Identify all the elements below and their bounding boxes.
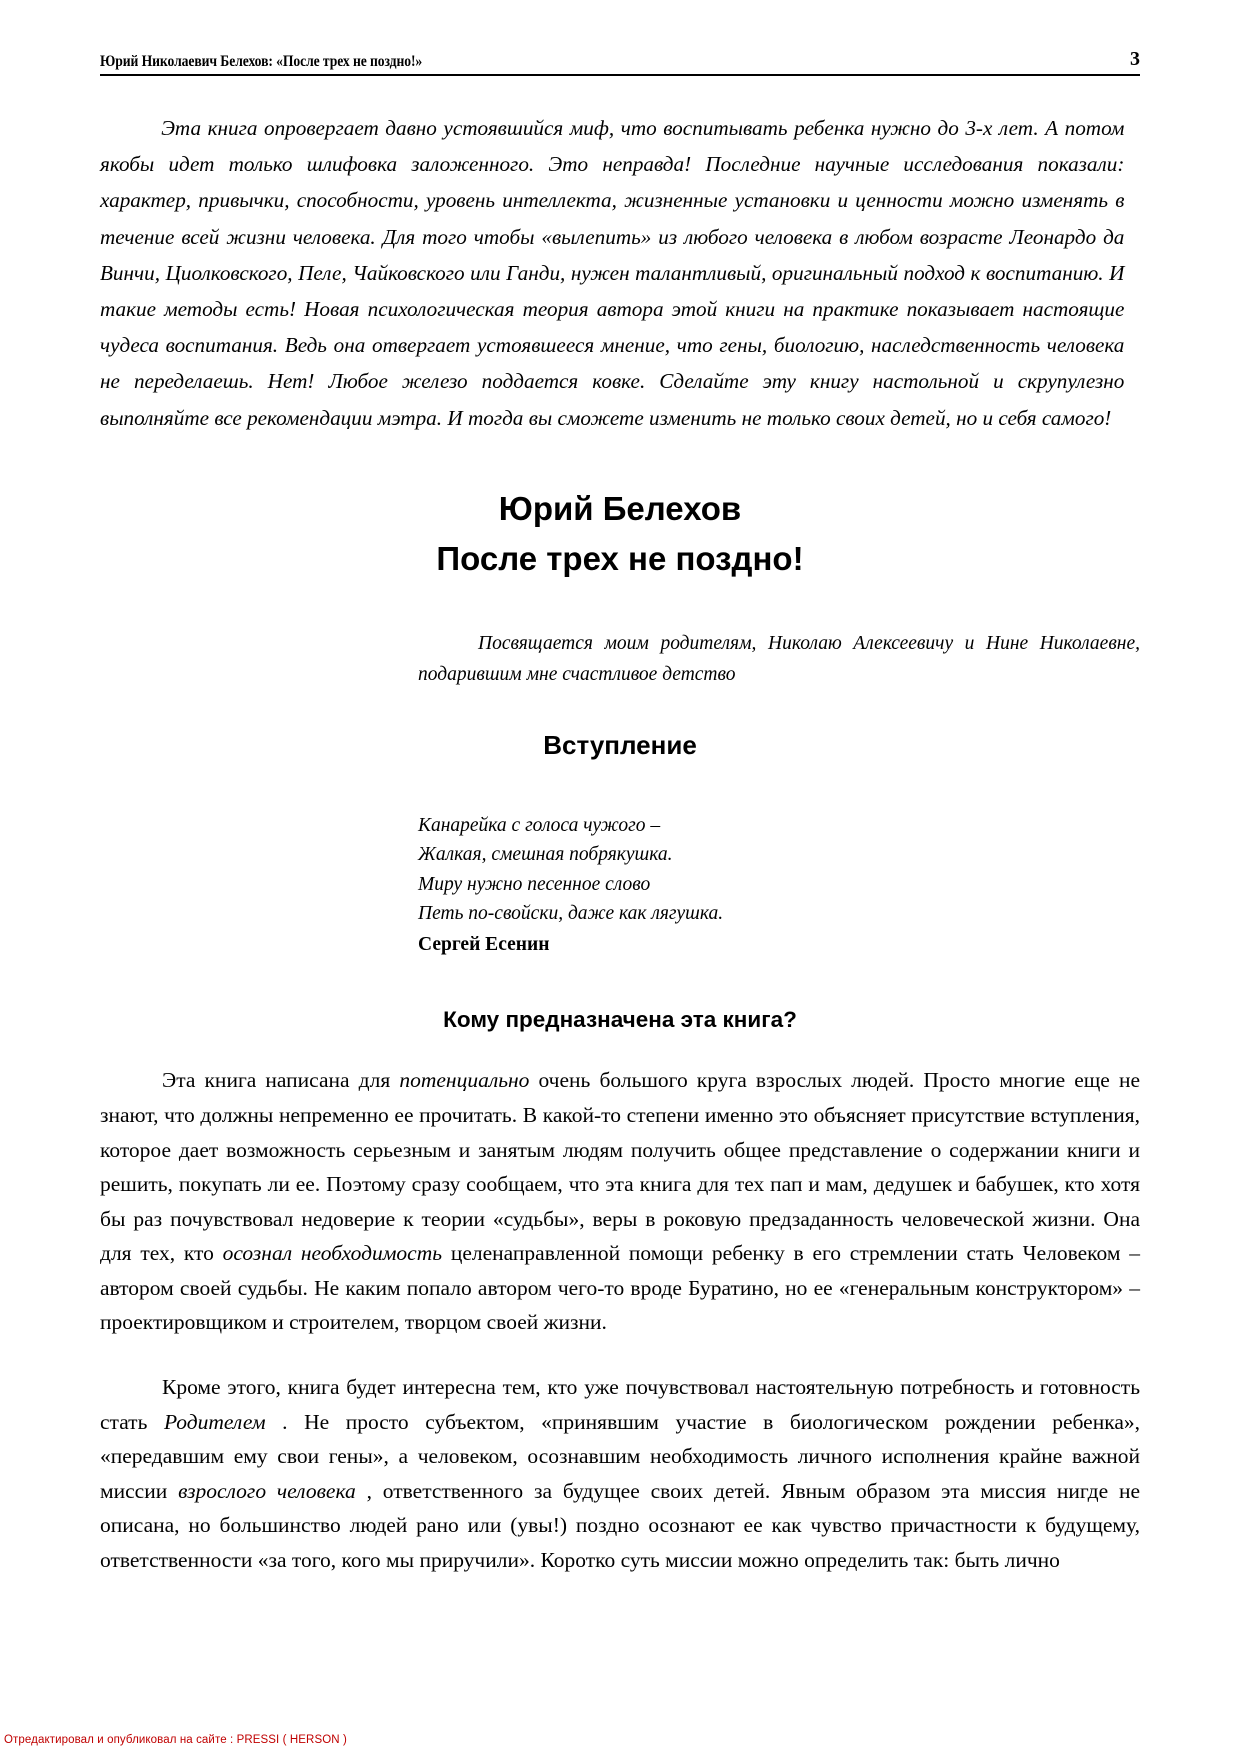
epigraph-line: Жалкая, смешная побрякушка. [418, 844, 673, 866]
book-blurb: Эта книга опровергает давно устоявшийся миф, что воспитывать ребенка нужно до 3-х лет. А потом якобы идет только шлифовка заложенного. Это неправда! Последние научные исследования показали: характер, привычки, способности, уровень интеллекта, жизненные установки и ценности можно изменять в течение всей жизни человека. Для того чтобы «вылепить» из любого человека в любом возрасте Леонардо да Винчи, Циолковского, Пеле, Чайковского или Ганди, нужен талантливый, оригинальный подход к воспитанию. И такие методы есть! Новая психологическая теория автора этой книги на практике показывает настоящие чудеса воспитания. Ведь она отвергает устоявшееся мнение, что гены, биологию, наследственность человека не переделаешь. Нет! Любое железо поддается ковке. Сделайте эту книгу настольной и скрупулезно выполняйте все рекомендации мэтра. И тогда вы сможете изменить не только своих детей, но и себя самого! [100, 116, 1125, 430]
section-heading-audience: Кому предназначена эта книга? [443, 1007, 797, 1033]
paragraph-text-run: , ответственного за будущее своих детей. Явным образом эта миссия нигде не описана, но большинство людей рано или (увы!) поздно осознают ее как чувство причастности к будущему, ответственности «за того, кого мы приручили». Коротко суть миссии можно определить так: быть лично [100, 1478, 1140, 1573]
epigraph-block [418, 811, 1140, 960]
epigraph-author: Сергей Есенин [418, 933, 550, 955]
paragraph-emphasis: осознал необходимость [222, 1241, 443, 1266]
publisher-stamp: Отредактировал и опубликовал на сайте : PRESSI ( HERSON ) [4, 1734, 347, 1746]
book-main-title: После трех не поздно! [436, 539, 804, 577]
page-number: 3 [1130, 48, 1140, 70]
running-header [100, 48, 1140, 76]
paragraph-text-run: Эта книга написана для [162, 1068, 400, 1093]
body-paragraph-2 [100, 1370, 1140, 1578]
body-paragraph-1 [100, 1063, 1140, 1340]
paragraph-text-run: Кроме этого, книга будет интересна тем, кто уже почувствовал настоятельную потребность и готовность стать [100, 1375, 1140, 1434]
book-author-title: Юрий Белехов [498, 489, 742, 527]
section-heading-introduction: Вступление [543, 729, 697, 760]
dedication-text: Посвящается моим родителям, Николаю Алексеевичу и Нине Николаевне, подарившим мне счастливое детство [418, 632, 1140, 685]
page-content [100, 110, 1140, 1578]
paragraph-emphasis: взрослого человека [178, 1478, 356, 1503]
epigraph-line: Петь по-свойски, даже как лягушка. [418, 903, 724, 925]
epigraph-line: Канарейка с голоса чужого – [418, 814, 661, 836]
paragraph-text-run: целенаправленной помощи ребенку в его стремлении стать Человеком – автором своей судьбы. Не каким попало автором чего-то вроде Буратино, но ее «генеральным конструктором» – проектировщиком и строителем, творцом своей жизни. [100, 1241, 1140, 1335]
paragraph-text-run: очень большого круга взрослых людей. Просто многие еще не знают, что должны непременно ее прочитать. В какой-то степени именно это объясняет присутствие вступления, которое дает возможность серьезным и занятым людям получить общее представление о содержании книги и решить, покупать ли ее. Поэтому сразу сообщаем, что эта книга для тех пап и мам, дедушек и бабушек, кто хотя бы раз почувствовал недоверие к теории «судьбы», веры в роковую предзаданность человеческой жизни. Она для тех, кто [100, 1068, 1140, 1266]
paragraph-emphasis: Родителем [163, 1409, 266, 1434]
epigraph-line: Миру нужно песенное слово [418, 873, 651, 895]
paragraph-emphasis: потенциально [399, 1068, 530, 1093]
paragraph-text-run: . Не просто субъектом, «принявшим участие в биологическом рождении ребенка», «передавшим ему свои гены», а человеком, осознавшим необходимость личного исполнения крайне важной миссии [100, 1409, 1140, 1503]
running-header-title: Юрий Николаевич Белехов: «После трех не поздно!» [100, 53, 423, 70]
